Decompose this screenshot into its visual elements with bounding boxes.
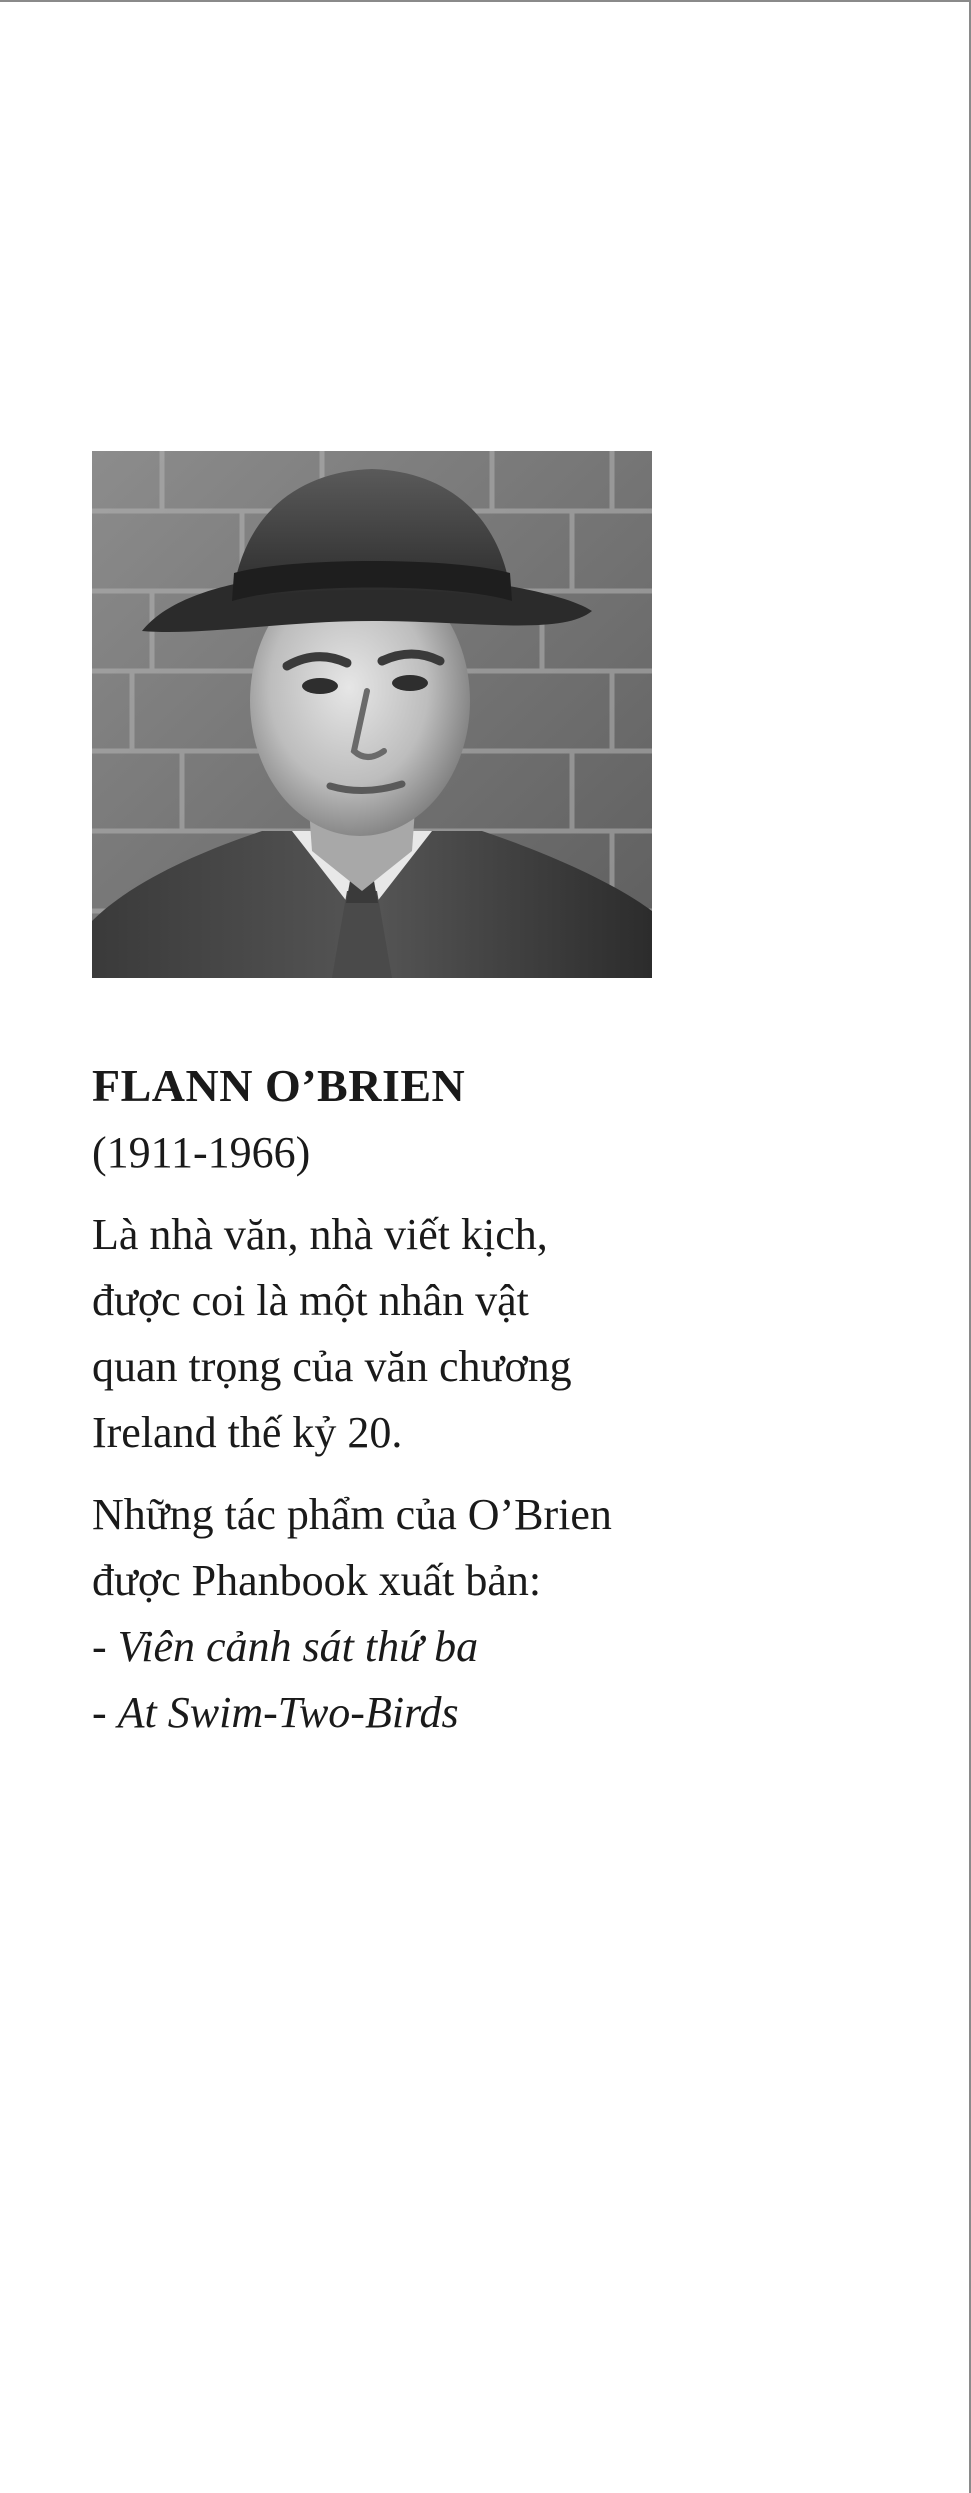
bio-line: Ireland thế kỷ 20.	[92, 1408, 403, 1457]
work-item	[92, 1614, 892, 1680]
author-name: FLANN O’BRIEN	[92, 1060, 466, 1111]
work-prefix: -	[92, 1622, 118, 1671]
author-description	[92, 1202, 892, 1466]
author-years: (1911-1966)	[92, 1128, 311, 1177]
author-bio	[92, 1052, 892, 1746]
portrait-photo-icon	[92, 451, 652, 978]
work-item	[92, 1680, 892, 1746]
work-prefix: -	[92, 1688, 118, 1737]
published-works	[92, 1482, 892, 1746]
bio-line: Là nhà văn, nhà viết kịch,	[92, 1210, 548, 1259]
works-intro-line: Những tác phẩm của O’Brien	[92, 1490, 612, 1539]
works-intro-line: được Phanbook xuất bản:	[92, 1556, 542, 1605]
author-portrait	[92, 451, 652, 978]
page-border-top	[0, 0, 971, 2]
bio-line: quan trọng của văn chương	[92, 1342, 572, 1391]
work-title: At Swim-Two-Birds	[117, 1688, 459, 1737]
work-title: Viên cảnh sát thứ ba	[117, 1622, 479, 1671]
bio-line: được coi là một nhân vật	[92, 1276, 529, 1325]
